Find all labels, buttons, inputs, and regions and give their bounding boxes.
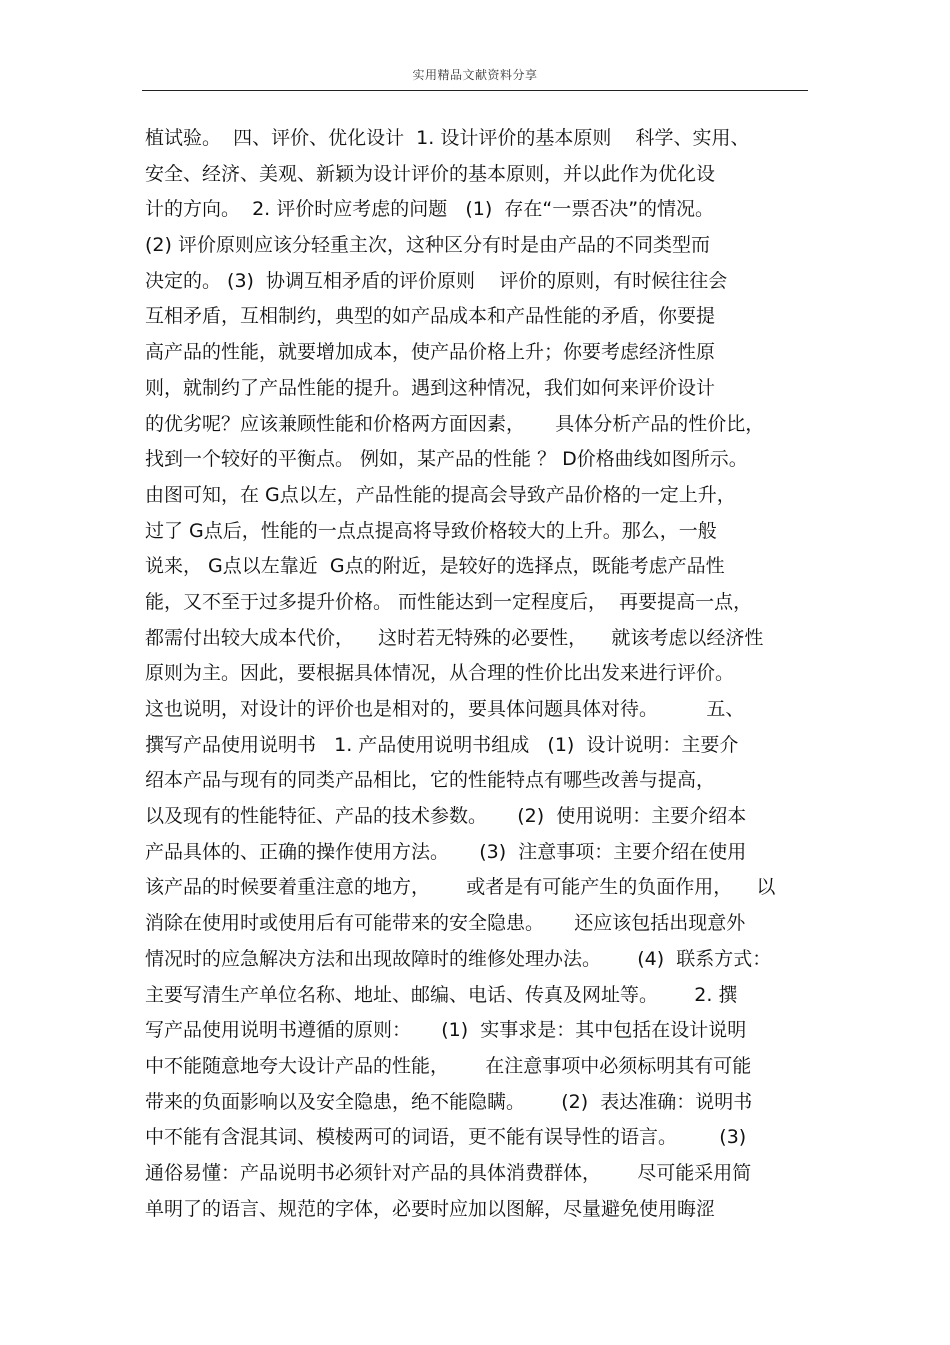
text-line: 主要写清生产单位名称、地址、邮编、电话、传真及网址等。 2. 撰 bbox=[145, 983, 738, 1006]
text-line: 以及现有的性能特征、产品的技术参数。 (2) 使用说明：主要介绍本 bbox=[145, 805, 747, 828]
text-line: 的优劣呢？应该兼顾性能和价格两方面因素， 具体分析产品的性价比， bbox=[145, 412, 765, 435]
text-line: 说来， G点以左靠近 G点的附近，是较好的选择点，既能考虑产品性 bbox=[145, 555, 725, 578]
text-line: 都需付出较大成本代价， 这时若无特殊的必要性， 就该考虑以经济性 bbox=[145, 626, 764, 649]
text-line: 撰写产品使用说明书 1. 产品使用说明书组成 (1) 设计说明：主要介 bbox=[145, 733, 739, 756]
text-line: 互相矛盾，互相制约，典型的如产品成本和产品性能的矛盾，你要提 bbox=[145, 305, 716, 328]
text-line: 高产品的性能，就要增加成本，使产品价格上升；你要考虑经济性原 bbox=[145, 341, 716, 364]
text-line: 写产品使用说明书遵循的原则： (1) 实事求是：其中包括在设计说明 bbox=[145, 1019, 747, 1042]
text-line: 该产品的时候要着重注意的地方， 或者是有可能产生的负面作用， 以 bbox=[145, 876, 776, 899]
text-line: 情况时的应急解决方法和出现故障时的维修处理办法。 (4) 联系方式： bbox=[145, 947, 772, 970]
header-divider bbox=[142, 90, 808, 91]
text-line: 决定的。 (3) 协调互相矛盾的评价原则 评价的原则，有时候往往会 bbox=[145, 269, 728, 292]
page-header: 实用精品文献资料分享 bbox=[412, 68, 538, 82]
text-line: 消除在使用时或使用后有可能带来的安全隐患。 还应该包括出现意外 bbox=[145, 912, 746, 935]
text-line: 这也说明，对设计的评价也是相对的，要具体问题具体对待。 五、 bbox=[145, 698, 745, 720]
text-line: 原则为主。因此，要根据具体情况，从合理的性价比出发来进行评价。 bbox=[145, 662, 735, 685]
text-line: 带来的负面影响以及安全隐患，绝不能隐瞒。 (2) 表达准确：说明书 bbox=[145, 1090, 753, 1113]
text-line: 安全、经济、美观、新颖为设计评价的基本原则，并以此作为优化设 bbox=[145, 162, 716, 185]
text-line: (2) 评价原则应该分轻重主次，这种区分有时是由产品的不同类型而 bbox=[145, 234, 710, 257]
text-line: 则，就制约了产品性能的提升。遇到这种情况，我们如何来评价设计 bbox=[145, 376, 716, 399]
text-line: 单明了的语言、规范的字体，必要时应加以图解，尽量避免使用晦涩 bbox=[145, 1197, 716, 1220]
text-line: 中不能随意地夸大设计产品的性能， 在注意事项中必须标明其有可能 bbox=[145, 1054, 752, 1077]
text-line: 找到一个较好的平衡点。 例如，某产品的性能 ？ D价格曲线如图所示。 bbox=[145, 448, 748, 471]
text-line: 产品具体的、正确的操作使用方法。 (3) 注意事项：主要介绍在使用 bbox=[145, 840, 747, 863]
text-line: 植试验。 四、评价、优化设计 1. 设计评价的基本原则 科学、实用、 bbox=[145, 127, 750, 149]
text-line: 绍本产品与现有的同类产品相比，它的性能特点有哪些改善与提高， bbox=[145, 769, 716, 792]
text-line: 中不能有含混其词、模棱两可的词语，更不能有误导性的语言。 (3) bbox=[145, 1126, 747, 1149]
text-line: 计的方向。 2. 评价时应考虑的问题 (1) 存在“一票否决”的情况。 bbox=[145, 198, 715, 221]
text-line: 能，又不至于过多提升价格。 而性能达到一定程度后， 再要提高一点， bbox=[145, 590, 753, 613]
body-text bbox=[145, 121, 825, 1227]
text-line: 通俗易懂：产品说明书必须针对产品的具体消费群体， 尽可能采用简 bbox=[145, 1161, 752, 1184]
text-line: 由图可知，在 G点以左，产品性能的提高会导致产品价格的一定上升， bbox=[145, 483, 736, 506]
text-line: 过了 G点后，性能的一点点提高将导致价格较大的上升。那么，一般 bbox=[145, 519, 717, 542]
